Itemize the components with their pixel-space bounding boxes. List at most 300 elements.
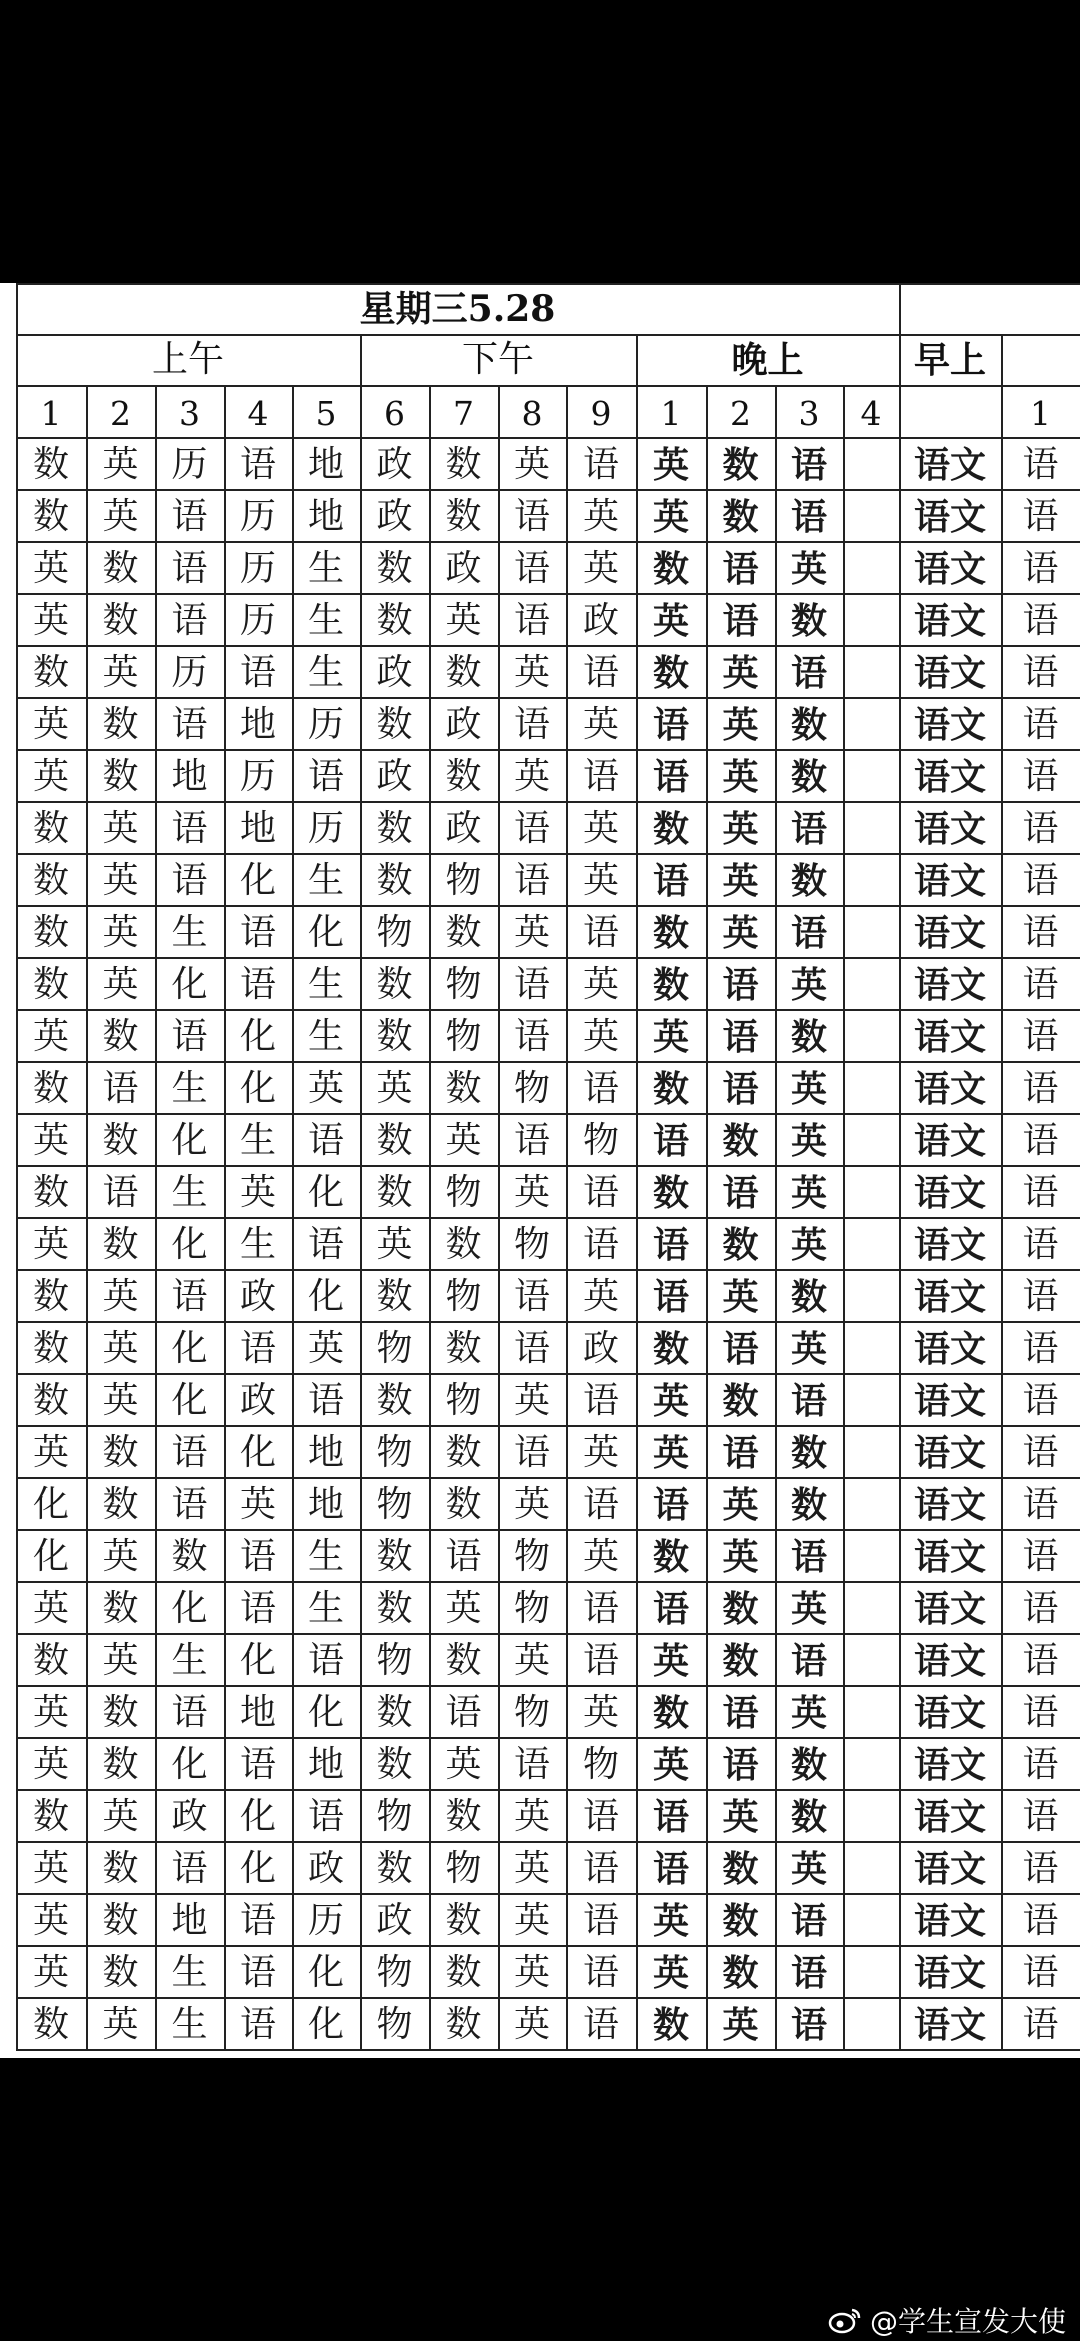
timetable-cell: 语 (582, 1900, 619, 1941)
timetable-cell: 数 (376, 1536, 413, 1577)
timetable-cell: 语 (722, 1068, 759, 1110)
timetable-cell: 英 (652, 1952, 689, 1994)
timetable-cell: 政 (376, 444, 413, 485)
timetable-cell: 数 (722, 1848, 759, 1890)
timetable-cell: 数 (445, 2004, 482, 2045)
timetable-cell: 数 (790, 1484, 827, 1526)
timetable-cell: 数 (376, 1588, 413, 1629)
timetable-cell: 政 (445, 548, 482, 589)
timetable-cell: 英 (32, 756, 69, 797)
timetable-cell: 英 (513, 1952, 550, 1993)
timetable-cell: 数 (652, 2004, 689, 2046)
timetable-cell: 语 (582, 1224, 619, 1265)
timetable-cell: 语 (1022, 808, 1059, 849)
timetable-cell: 语 (722, 1172, 759, 1214)
timetable-cell: 英 (722, 808, 759, 850)
watermark (828, 2300, 1066, 2340)
timetable-cell: 英 (513, 652, 550, 693)
timetable-cell: 语 (171, 1432, 208, 1473)
timetable-cell: 地 (307, 496, 344, 537)
timetable-cell: 生 (307, 1588, 344, 1629)
timetable-cell (843, 1219, 899, 1271)
timetable-cell: 物 (513, 1068, 550, 1109)
timetable-cell: 数 (652, 1536, 689, 1578)
timetable-cell: 语 (1022, 1328, 1059, 1369)
timetable-cell: 政 (376, 652, 413, 693)
timetable-cell: 数 (32, 1796, 69, 1837)
timetable-cell: 政 (582, 1328, 619, 1369)
timetable-cell: 数 (32, 1172, 69, 1213)
timetable-cell: 语 (790, 2004, 827, 2046)
timetable-cell: 数 (32, 652, 69, 693)
timetable-cell: 英 (307, 1068, 344, 1109)
timetable-cell: 语 (102, 1172, 139, 1213)
timetable-cell: 物 (513, 1536, 550, 1577)
timetable-cell: 语 (1022, 652, 1059, 693)
timetable-cell: 语 (171, 1016, 208, 1057)
timetable-cell: 数 (445, 444, 482, 485)
timetable-cell: 英 (582, 860, 619, 901)
timetable-cell: 数 (652, 1692, 689, 1734)
timetable-cell: 语 (582, 2004, 619, 2045)
timetable-cell: 物 (445, 1848, 482, 1889)
timetable-cell: 语 (722, 548, 759, 590)
timetable-cell: 语 (307, 1380, 344, 1421)
timetable-cell: 英 (102, 1536, 139, 1577)
timetable-cell: 化 (307, 1692, 344, 1733)
timetable-cell: 政 (376, 1900, 413, 1941)
timetable-cell: 地 (239, 1692, 276, 1733)
timetable-cell: 英 (722, 652, 759, 694)
timetable-cell (843, 1791, 899, 1843)
timetable-cell: 数 (722, 1224, 759, 1266)
timetable-cell: 数 (32, 1068, 69, 1109)
timetable-cell: 语 (513, 600, 550, 641)
timetable-cell: 历 (307, 704, 344, 745)
timetable-cell: 语 (513, 704, 550, 745)
timetable-cell: 物 (513, 1692, 550, 1733)
timetable-cell: 生 (307, 964, 344, 1005)
timetable-cell: 语 (582, 1796, 619, 1837)
timetable-cell: 英 (790, 1848, 827, 1890)
timetable-cell: 数 (32, 912, 69, 953)
timetable-cell: 语 (307, 1120, 344, 1161)
timetable-cell: 语文 (913, 1328, 986, 1370)
period-header: 8 (521, 393, 543, 433)
timetable-cell: 政 (376, 496, 413, 537)
timetable-cell: 英 (513, 1380, 550, 1421)
timetable-cell: 化 (171, 1224, 208, 1265)
timetable-cell: 语文 (913, 600, 986, 642)
timetable-cell: 化 (239, 1068, 276, 1109)
timetable-cell: 语 (582, 652, 619, 693)
timetable-cell: 英 (722, 912, 759, 954)
timetable-cell: 数 (376, 1120, 413, 1161)
timetable-cell: 语文 (913, 496, 986, 538)
timetable-cell: 语 (513, 964, 550, 1005)
weibo-icon (828, 2306, 862, 2334)
timetable-cell: 数 (102, 1848, 139, 1889)
timetable-cell: 英 (652, 1744, 689, 1786)
timetable-cell: 英 (722, 704, 759, 746)
timetable-cell (843, 1271, 899, 1323)
timetable-cell: 英 (32, 600, 69, 641)
timetable-cell: 政 (239, 1380, 276, 1421)
timetable-cell: 英 (102, 860, 139, 901)
section-early: 早上 (913, 339, 986, 381)
timetable-cell: 英 (582, 496, 619, 537)
timetable-cell: 语 (239, 1744, 276, 1785)
timetable-cell: 物 (582, 1744, 619, 1785)
timetable-cell: 语 (582, 1172, 619, 1213)
timetable-cell: 语 (171, 548, 208, 589)
timetable-cell: 数 (652, 912, 689, 954)
timetable-cell: 语 (722, 1744, 759, 1786)
timetable-cell: 语 (582, 1484, 619, 1525)
timetable-cell: 数 (722, 496, 759, 538)
timetable-cell: 数 (445, 756, 482, 797)
timetable-cell: 语文 (913, 1276, 986, 1318)
period-header (899, 387, 1001, 439)
timetable-cell: 英 (445, 1744, 482, 1785)
timetable-cell: 语文 (913, 1952, 986, 1994)
timetable-cell: 地 (307, 1744, 344, 1785)
timetable-cell: 语 (307, 1224, 344, 1265)
timetable-cell: 语 (790, 912, 827, 954)
timetable-cell: 语 (582, 1848, 619, 1889)
period-header: 5 (315, 393, 337, 433)
timetable-cell: 语文 (913, 1848, 986, 1890)
timetable-cell: 英 (513, 1900, 550, 1941)
timetable-cell: 化 (239, 1796, 276, 1837)
timetable-cell: 语文 (913, 1120, 986, 1162)
timetable-cell: 数 (722, 1900, 759, 1942)
timetable-cell: 英 (790, 1692, 827, 1734)
timetable-cell: 英 (376, 1068, 413, 1109)
timetable-cell: 语 (513, 860, 550, 901)
timetable-cell: 英 (722, 756, 759, 798)
timetable-cell: 数 (376, 964, 413, 1005)
timetable-cell: 英 (790, 548, 827, 590)
timetable-cell: 英 (32, 1952, 69, 1993)
timetable-cell: 化 (171, 1328, 208, 1369)
timetable-cell: 语 (652, 704, 689, 746)
timetable-cell: 数 (376, 1380, 413, 1421)
timetable-cell: 英 (513, 912, 550, 953)
timetable-cell: 语 (582, 912, 619, 953)
timetable-cell: 物 (445, 964, 482, 1005)
timetable-cell: 数 (790, 600, 827, 642)
timetable-cell: 英 (582, 1276, 619, 1317)
timetable-cell: 地 (239, 808, 276, 849)
timetable-cell: 化 (32, 1484, 69, 1525)
timetable-cell (843, 647, 899, 699)
timetable-cell (843, 959, 899, 1011)
timetable-cell: 化 (171, 1744, 208, 1785)
timetable-cell: 数 (102, 1120, 139, 1161)
timetable-cell: 语 (239, 1952, 276, 1993)
timetable-cell: 物 (376, 2004, 413, 2045)
timetable-cell: 语文 (913, 1640, 986, 1682)
timetable-cell (843, 1479, 899, 1531)
timetable-cell: 英 (32, 1848, 69, 1889)
timetable-cell: 英 (32, 548, 69, 589)
timetable-cell: 语 (102, 1068, 139, 1109)
timetable-cell: 数 (722, 1640, 759, 1682)
timetable-cell: 数 (790, 756, 827, 798)
timetable-cell: 数 (790, 860, 827, 902)
timetable-cell: 语 (171, 808, 208, 849)
timetable-cell: 生 (171, 912, 208, 953)
timetable-cell: 数 (652, 652, 689, 694)
timetable-cell: 语 (722, 1016, 759, 1058)
timetable-cell: 物 (445, 1276, 482, 1317)
timetable-cell: 数 (102, 1692, 139, 1733)
timetable-cell: 语 (307, 756, 344, 797)
timetable-cell: 语 (239, 444, 276, 485)
timetable-cell: 英 (102, 1328, 139, 1369)
timetable-cell: 英 (652, 444, 689, 486)
timetable-cell: 数 (722, 1588, 759, 1630)
timetable-cell: 数 (32, 964, 69, 1005)
period-header: 2 (110, 393, 131, 433)
timetable-cell: 数 (445, 652, 482, 693)
timetable-cell: 语 (1022, 1952, 1059, 1993)
timetable-cell: 数 (722, 1952, 759, 1994)
period-header: 1 (660, 393, 682, 433)
timetable-cell: 物 (376, 1640, 413, 1681)
timetable-cell: 数 (376, 1276, 413, 1317)
timetable-cell: 化 (171, 1380, 208, 1421)
timetable-cell: 英 (582, 808, 619, 849)
timetable-cell: 数 (171, 1536, 208, 1577)
timetable-cell: 语 (1022, 860, 1059, 901)
timetable-cell: 语 (513, 496, 550, 537)
timetable-cell: 数 (102, 1900, 139, 1941)
timetable-cell: 物 (445, 1016, 482, 1057)
timetable-cell: 语 (652, 1848, 689, 1890)
timetable-cell: 语 (171, 1276, 208, 1317)
timetable-cell: 物 (376, 1432, 413, 1473)
grid-line (16, 334, 1080, 336)
timetable-cell: 英 (790, 1068, 827, 1110)
timetable-cell: 英 (513, 756, 550, 797)
timetable-cell: 数 (32, 444, 69, 485)
period-header: 3 (179, 393, 200, 433)
timetable-cell: 数 (376, 1848, 413, 1889)
timetable-cell: 语 (1022, 1588, 1059, 1629)
timetable-cell: 数 (790, 1796, 827, 1838)
timetable-cell: 语 (1022, 1172, 1059, 1213)
timetable-cell: 英 (445, 1588, 482, 1629)
timetable-cell: 英 (102, 652, 139, 693)
timetable-cell: 语 (239, 964, 276, 1005)
timetable-cell: 英 (722, 1536, 759, 1578)
timetable-cell: 语 (722, 1432, 759, 1474)
timetable-cell: 语文 (913, 860, 986, 902)
timetable-cell: 语 (1022, 444, 1059, 485)
timetable-cell: 历 (307, 1900, 344, 1941)
period-header: 6 (384, 393, 405, 433)
timetable-cell: 历 (239, 548, 276, 589)
timetable-cell: 语 (513, 1744, 550, 1785)
timetable-cell: 英 (102, 1796, 139, 1837)
timetable-cell: 英 (32, 1900, 69, 1941)
timetable-cell: 英 (652, 1016, 689, 1058)
timetable-cell: 生 (171, 1952, 208, 1993)
timetable-cell: 语 (790, 652, 827, 694)
timetable-cell: 英 (102, 2004, 139, 2045)
timetable-cell: 政 (445, 704, 482, 745)
timetable-cell (843, 1947, 899, 1999)
period-header: 1 (40, 393, 62, 433)
timetable-sheet (0, 283, 1080, 2058)
timetable-cell: 英 (722, 1276, 759, 1318)
timetable-cell: 历 (239, 496, 276, 537)
timetable-cell: 语 (239, 1588, 276, 1629)
timetable-cell: 生 (307, 1016, 344, 1057)
timetable-cell: 英 (307, 1328, 344, 1369)
timetable-cell: 英 (32, 1432, 69, 1473)
timetable-cell: 化 (171, 1120, 208, 1161)
timetable-cell: 化 (239, 860, 276, 901)
timetable-cell: 英 (513, 2004, 550, 2045)
timetable-cell: 化 (32, 1536, 69, 1577)
timetable-cell: 语 (239, 652, 276, 693)
timetable-cell: 化 (239, 1016, 276, 1057)
timetable-cell: 语文 (913, 444, 986, 486)
timetable-cell: 语 (1022, 1640, 1059, 1681)
timetable-cell: 数 (445, 1224, 482, 1265)
timetable-cell: 语文 (913, 1796, 986, 1838)
timetable-cell: 数 (376, 1744, 413, 1785)
timetable-cell: 语文 (913, 1432, 986, 1474)
timetable-cell: 英 (239, 1484, 276, 1525)
timetable-cell (843, 543, 899, 595)
timetable-cell: 生 (307, 860, 344, 901)
timetable-cell: 英 (513, 1848, 550, 1889)
period-header: 7 (453, 393, 474, 433)
timetable-cell: 英 (102, 444, 139, 485)
timetable-cell (843, 595, 899, 647)
timetable-cell: 英 (102, 1380, 139, 1421)
timetable-cell: 英 (790, 1328, 827, 1370)
timetable-cell: 英 (582, 1692, 619, 1733)
timetable-cell: 语文 (913, 1380, 986, 1422)
timetable-cell: 政 (376, 756, 413, 797)
timetable-cell: 数 (445, 912, 482, 953)
timetable-cell: 英 (32, 1224, 69, 1265)
timetable-cell: 化 (307, 1952, 344, 1993)
timetable-cell: 英 (513, 1484, 550, 1525)
timetable-cell: 语 (1022, 964, 1059, 1005)
timetable-cell: 数 (652, 1328, 689, 1370)
timetable-cell: 语 (307, 1796, 344, 1837)
timetable-cell: 数 (32, 1276, 69, 1317)
timetable-cell: 物 (582, 1120, 619, 1161)
timetable-cell: 化 (307, 1276, 344, 1317)
timetable-cell: 语 (652, 1224, 689, 1266)
timetable-cell: 语 (1022, 1120, 1059, 1161)
timetable-cell: 地 (171, 756, 208, 797)
timetable-cell: 英 (652, 600, 689, 642)
timetable-cell: 语 (1022, 1484, 1059, 1525)
timetable-cell: 物 (513, 1588, 550, 1629)
timetable-cell: 数 (102, 600, 139, 641)
timetable-cell: 语 (1022, 1432, 1059, 1473)
timetable-cell: 化 (171, 1588, 208, 1629)
timetable-cell: 语 (1022, 1744, 1059, 1785)
timetable-cell (843, 1999, 899, 2051)
timetable-cell: 语文 (913, 1484, 986, 1526)
period-header: 1 (1030, 393, 1051, 433)
timetable-cell: 数 (445, 1068, 482, 1109)
timetable-cell (843, 1739, 899, 1791)
timetable-cell: 数 (376, 1016, 413, 1057)
timetable-cell: 数 (376, 548, 413, 589)
timetable-cell: 语文 (913, 1588, 986, 1630)
timetable-cell: 物 (376, 1796, 413, 1837)
period-header: 3 (798, 393, 820, 433)
timetable-cell: 英 (790, 964, 827, 1006)
timetable-cell: 语 (652, 1588, 689, 1630)
timetable-cell: 数 (102, 548, 139, 589)
timetable-cell: 生 (307, 652, 344, 693)
timetable-cell (843, 439, 899, 491)
timetable-cell: 数 (790, 1432, 827, 1474)
timetable-cell: 语 (652, 1276, 689, 1318)
timetable-cell: 英 (790, 1588, 827, 1630)
timetable-cell: 数 (102, 1744, 139, 1785)
timetable-cell: 语 (1022, 756, 1059, 797)
section-morning: 上午 (151, 339, 224, 380)
timetable-cell: 英 (790, 1172, 827, 1214)
timetable-cell: 数 (102, 1484, 139, 1525)
timetable-cell: 数 (790, 1016, 827, 1058)
timetable-cell: 英 (513, 1796, 550, 1837)
timetable-cell: 物 (376, 1484, 413, 1525)
timetable-cell: 英 (652, 496, 689, 538)
timetable-cell: 历 (239, 756, 276, 797)
timetable-cell: 数 (102, 1952, 139, 1993)
timetable-cell: 生 (171, 1172, 208, 1213)
timetable-cell: 英 (652, 1900, 689, 1942)
timetable-cell: 数 (790, 1744, 827, 1786)
timetable-cell: 数 (102, 1432, 139, 1473)
timetable-cell: 数 (32, 2004, 69, 2045)
timetable-cell: 语 (1022, 1068, 1059, 1109)
timetable-cell (843, 907, 899, 959)
timetable-cell (843, 1635, 899, 1687)
timetable-cell: 政 (307, 1848, 344, 1889)
timetable-cell: 数 (445, 1952, 482, 1993)
timetable-cell: 英 (102, 496, 139, 537)
timetable-cell: 英 (32, 1120, 69, 1161)
timetable-cell: 数 (652, 964, 689, 1006)
timetable-cell: 语文 (913, 1016, 986, 1058)
timetable-cell: 英 (102, 912, 139, 953)
timetable-cell: 语文 (913, 2004, 986, 2046)
timetable-cell: 英 (722, 860, 759, 902)
timetable-cell: 化 (307, 2004, 344, 2045)
timetable-cell: 数 (445, 1432, 482, 1473)
timetable-cell: 语 (171, 704, 208, 745)
timetable-cell: 数 (376, 704, 413, 745)
timetable-cell: 语 (1022, 1224, 1059, 1265)
timetable-cell: 数 (102, 1588, 139, 1629)
timetable-cell (843, 1427, 899, 1479)
timetable-cell: 语文 (913, 964, 986, 1006)
